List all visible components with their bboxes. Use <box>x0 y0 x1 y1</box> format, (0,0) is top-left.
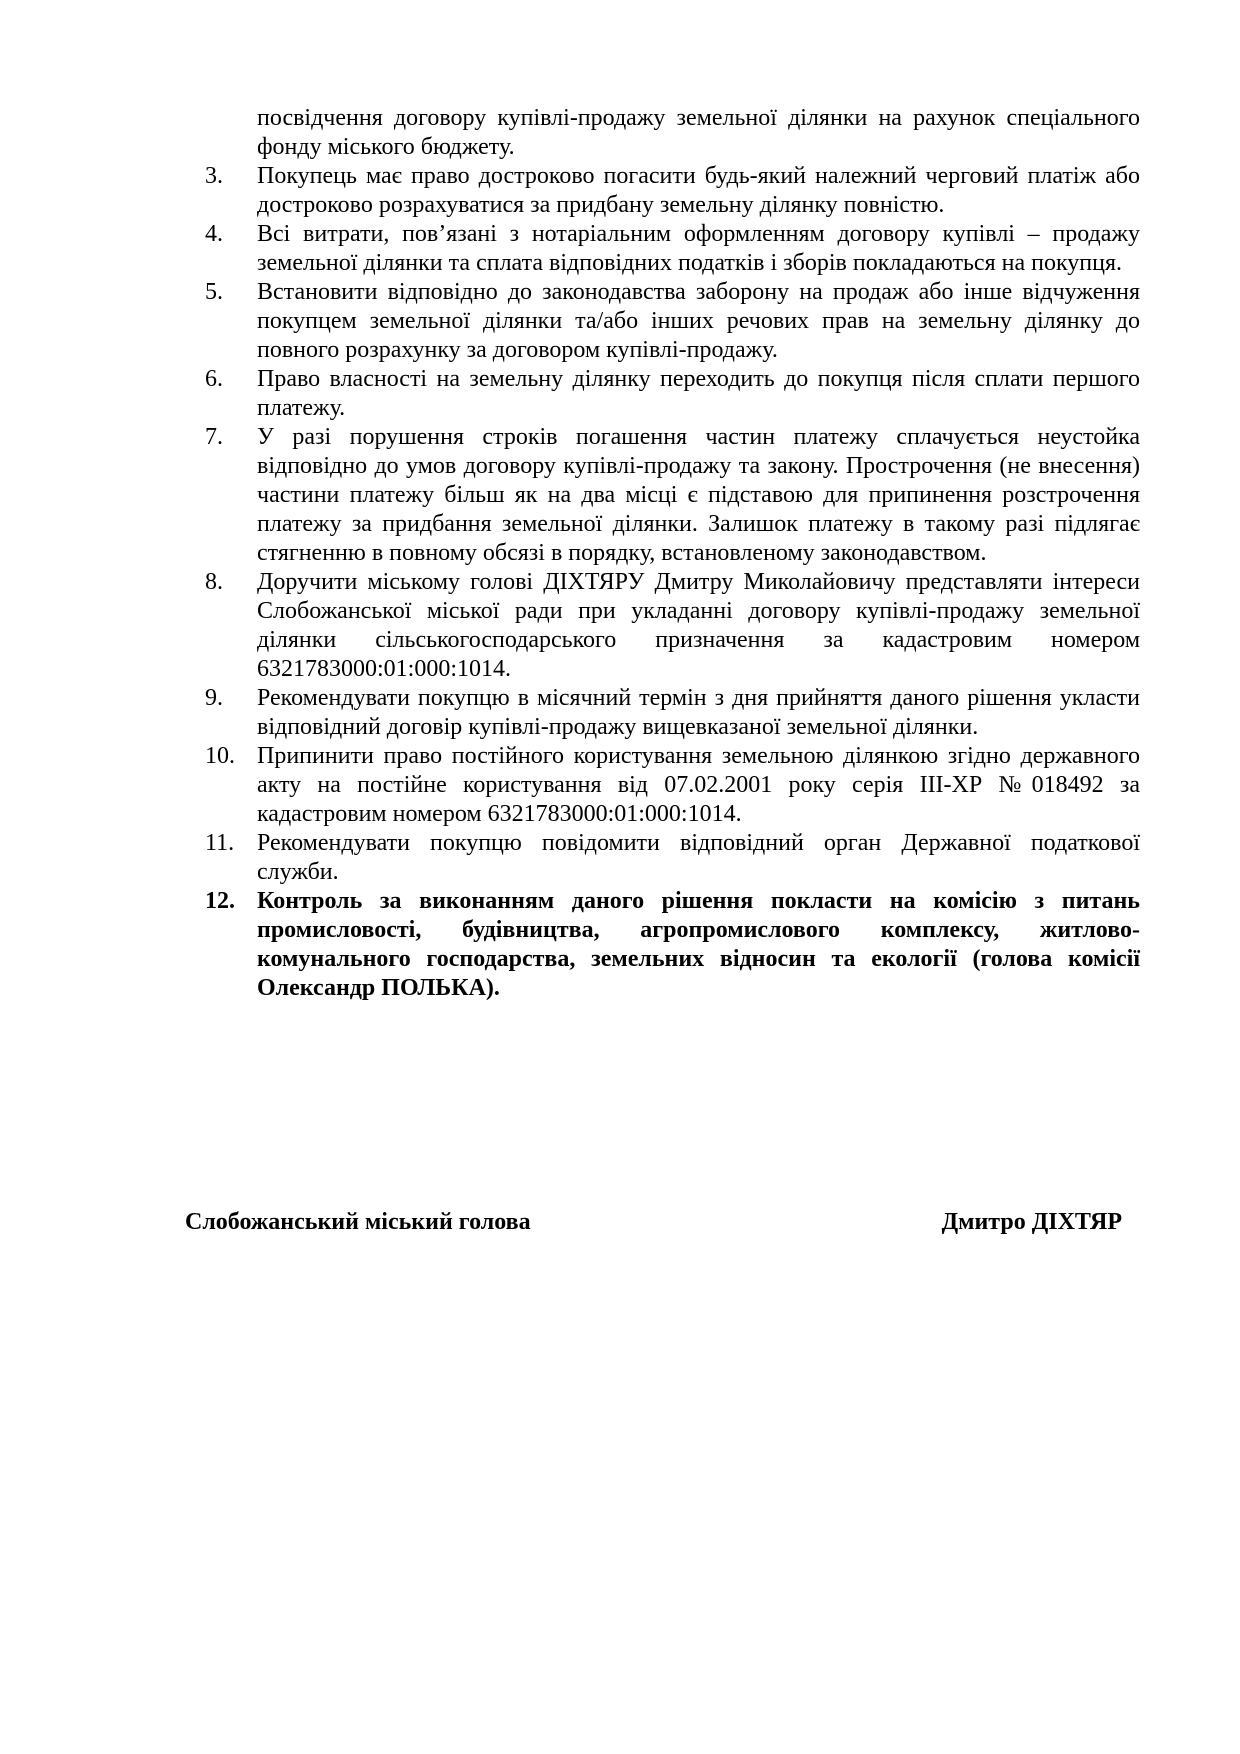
signature-block <box>185 1208 1122 1237</box>
item-number: 5. <box>205 279 223 305</box>
item-text: Доручити міському голові ДІХТЯРУ Дмитру Миколайовичу представляти інтереси Слобожанської міської ради при укладанні договору купівлі-продажу земельної ділянки сільськогосподарського призначення за кадастровим номером 6321783000:01:000:1014. <box>257 569 1140 682</box>
item-number: 4. <box>205 221 223 247</box>
signature-title: Слобожанський міський голова <box>185 1209 531 1235</box>
item-number: 3. <box>205 163 223 189</box>
list-item <box>205 742 1140 829</box>
list-item <box>205 829 1140 887</box>
item-number: 12. <box>205 888 235 914</box>
item-text: Встановити відповідно до законодавства заборону на продаж або інше відчуження покупцем земельної ділянки та/або інших речових прав на земельну ділянку до повного розрахунку за договором купівлі-продажу. <box>257 279 1140 363</box>
list-item <box>205 423 1140 568</box>
item-text: У разі порушення строків погашення частин платежу сплачується неустойка відповідно до умов договору купівлі-продажу та закону. Прострочення (не внесення) частини платежу більш як на два місці є підставою для припинення розстрочення платежу за придбання земельної ділянки. Залишок платежу в такому разі підлягає стягненню в повному обсязі в порядку, встановленому законодавством. <box>257 424 1140 566</box>
list-item <box>205 568 1140 684</box>
list-item <box>205 684 1140 742</box>
item-text: Рекомендувати покупцю повідомити відповідний орган Державної податкової служби. <box>257 830 1140 885</box>
item-text: Припинити право постійного користування земельною ділянкою згідно державного акту на постійне користування від 07.02.2001 року серія ІІІ-ХР №018492 за кадастровим номером 6321783000:01:000:1014. <box>257 743 1140 827</box>
item-text: Покупець має право достроково погасити будь-який належний черговий платіж або достроково розрахуватися за придбану земельну ділянку повністю. <box>257 163 1140 218</box>
list-item-control-clause <box>205 887 1140 1003</box>
item-number: 8. <box>205 569 223 595</box>
item-text: Всі витрати, пов’язані з нотаріальним оформленням договору купівлі – продажу земельної ділянки та сплата відповідних податків і зборів покладаються на покупця. <box>257 221 1140 276</box>
item-number: 9. <box>205 685 223 711</box>
item-text: Право власності на земельну ділянку переходить до покупця після сплати першого платежу. <box>257 366 1140 421</box>
list-item <box>205 220 1140 278</box>
item-text: Контроль за виконанням даного рішення покласти на комісію з питань промисловості, будівництва, агропромислового комплексу, житлово-комунального господарства, земельних відносин та екології (голова комісії Олександр ПОЛЬКА). <box>257 888 1140 1001</box>
item-number: 11. <box>205 830 235 856</box>
numbered-list <box>205 162 1140 1003</box>
item-number: 7. <box>205 424 223 450</box>
signature-name: Дмитро ДІХТЯР <box>941 1209 1122 1235</box>
list-item <box>205 162 1140 220</box>
continuation-paragraph: посвідчення договору купівлі-продажу земельної ділянки на рахунок спеціального фонду міського бюджету. <box>257 105 1140 160</box>
list-item <box>205 278 1140 365</box>
list-item <box>205 365 1140 423</box>
item-number: 6. <box>205 366 223 392</box>
item-text: Рекомендувати покупцю в місячний термін з дня прийняття даного рішення укласти відповідний договір купівлі-продажу вищевказаної земельної ділянки. <box>257 685 1140 740</box>
item-number: 10. <box>205 743 235 769</box>
